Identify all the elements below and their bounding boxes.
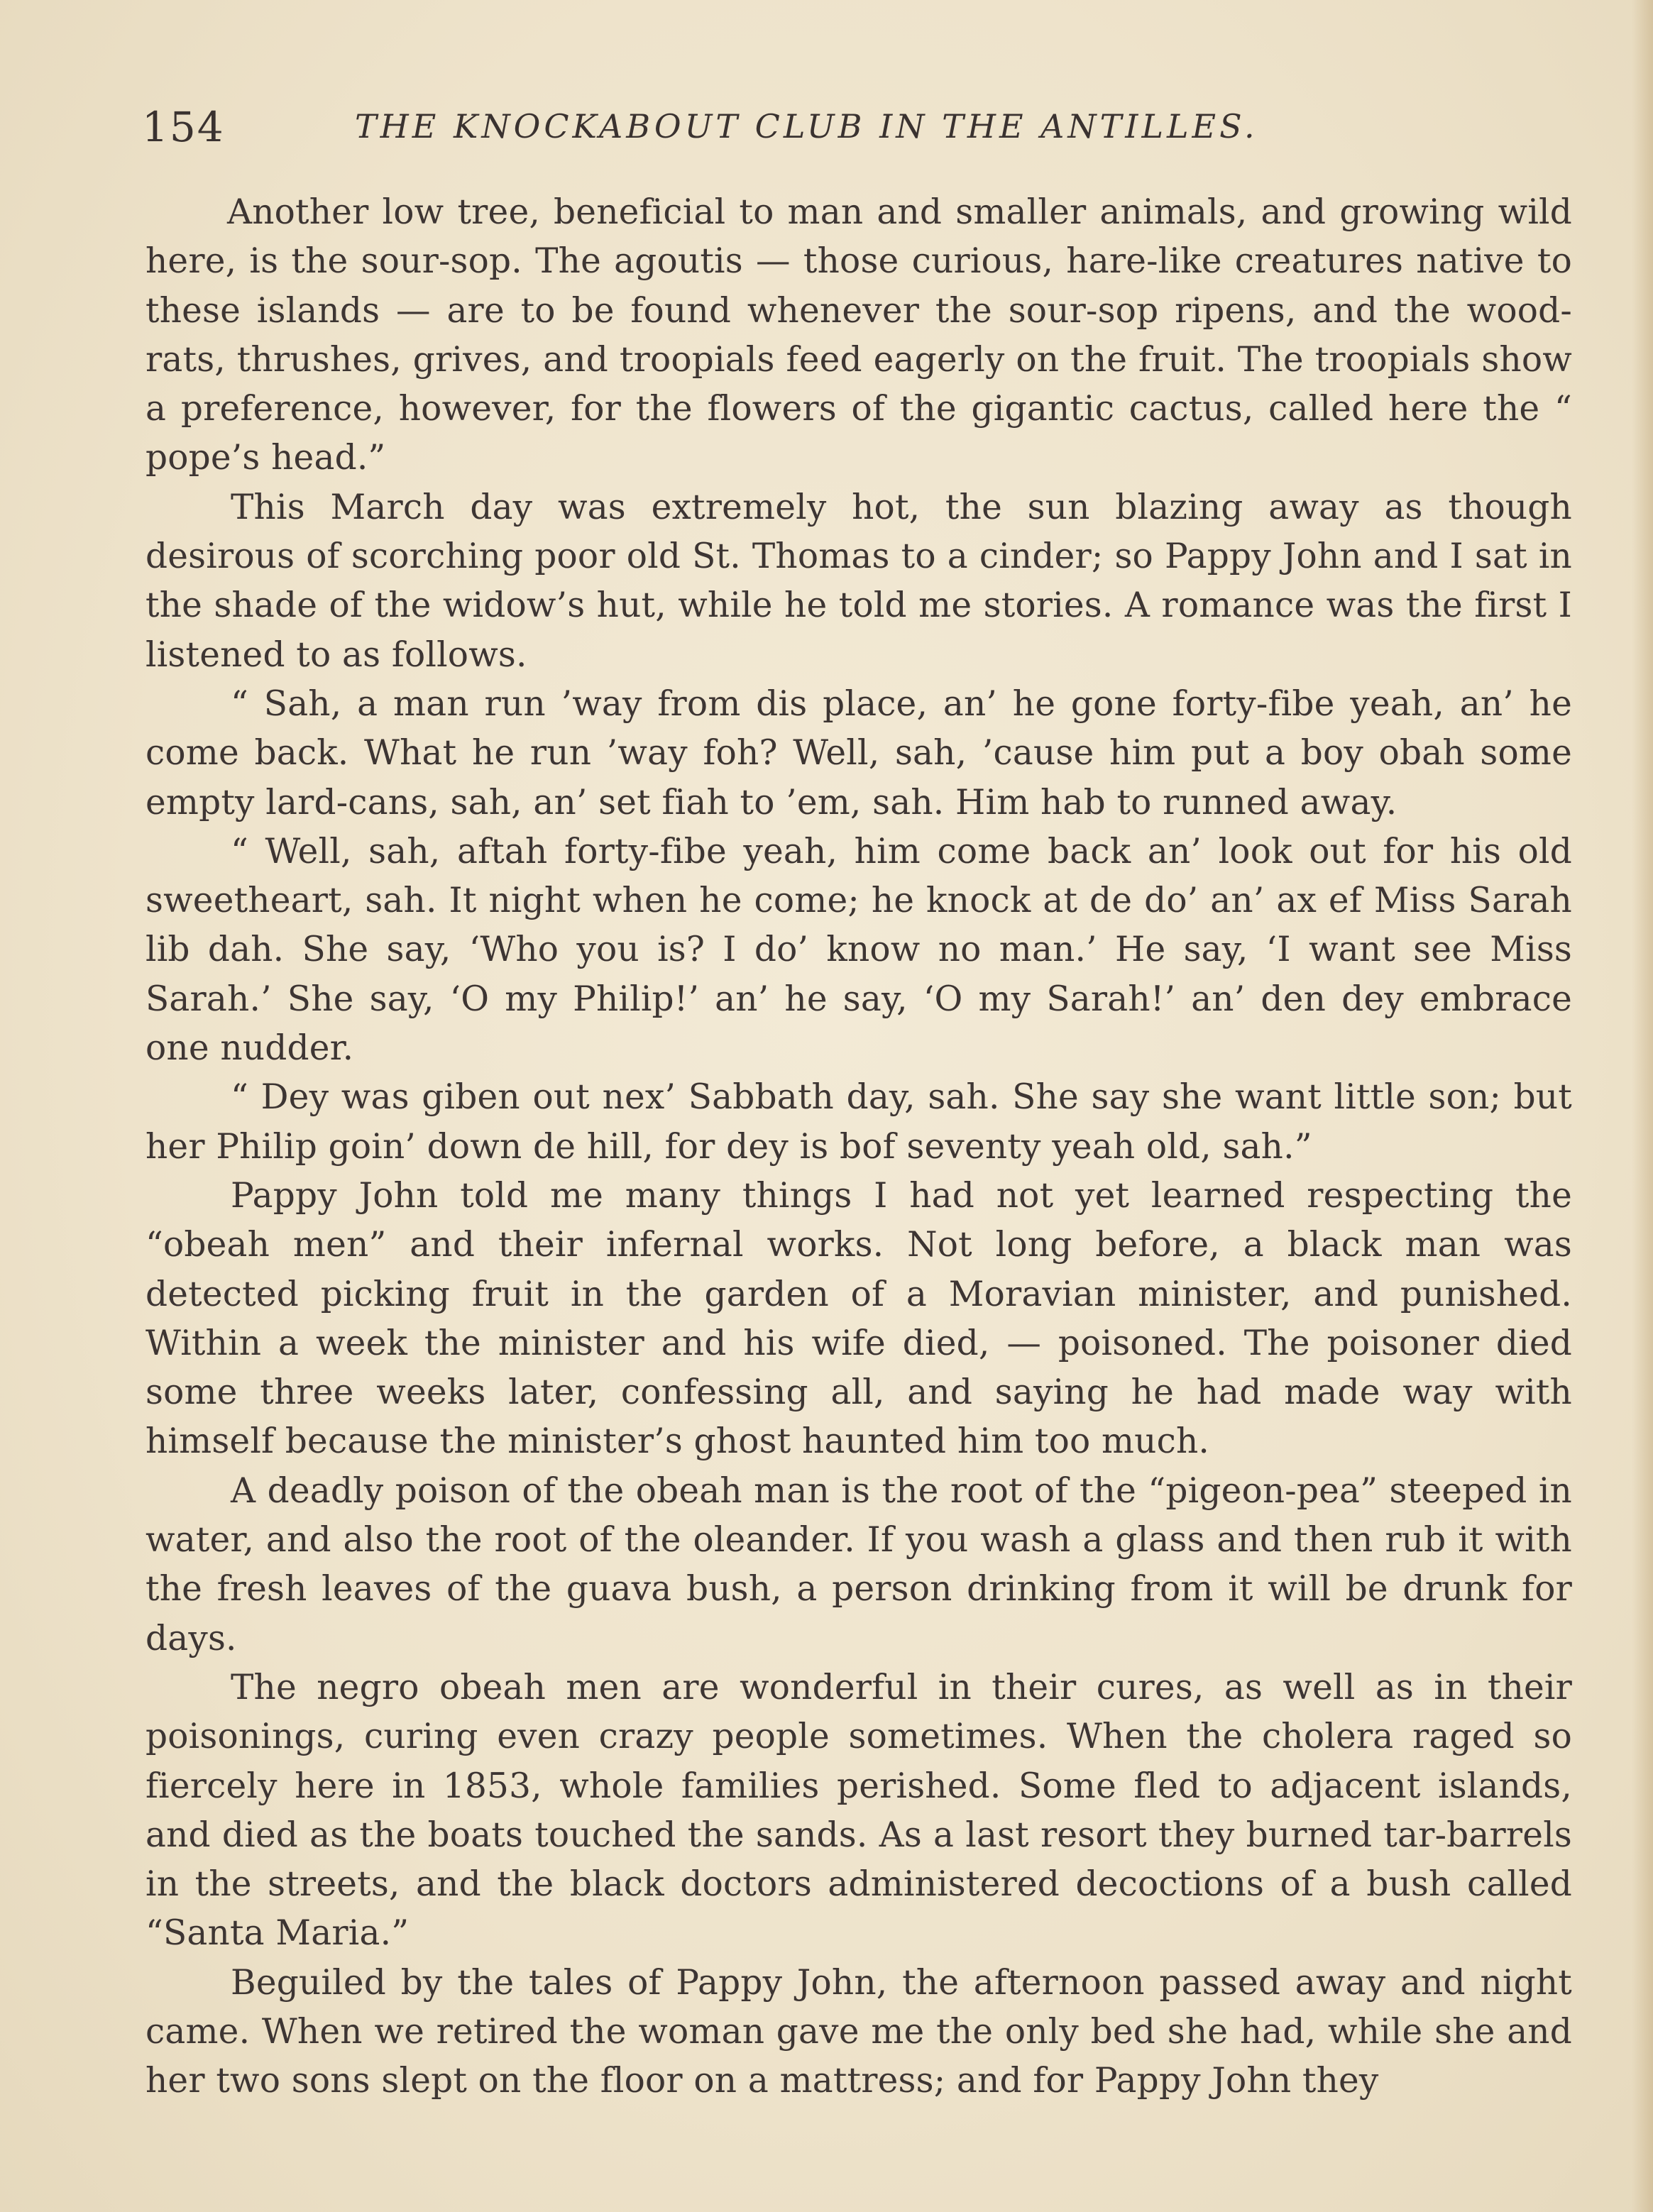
paragraph-poison: A deadly poison of the obeah man is the root of the “pigeon-pea” steeped in water, and also the root of the oleander. If you wash a glass and then rub it with the fresh leaves of the guava bush, a person drinking from it will be drunk for days. xyxy=(145,1470,1572,1658)
paragraph-cures: The negro obeah men are wonderful in their cures, as well as in their poisonings, curing even crazy people sometimes. When the cholera raged so fiercely here in 1853, whole families perished. Some fled to adjacent islands, and died as the boats touched the sands. As a last resort they burned tar-barrels in the streets, and the black doctors administered decoctions of a bush called “Santa Maria.” xyxy=(145,1667,1572,1954)
paragraph-story-end: “ Dey was giben out nex’ Sabbath day, sah. She say she want little son; but her Philip goin’ down de hill, for dey is bof seventy yeah old, sah.” xyxy=(145,1077,1572,1167)
paragraph-march-day: This March day was extremely hot, the sun blazing away as though desirous of scorching poor old St. Thomas to a cinder; so Pappy John and I sat in the shade of the widow’s hut, while he told me stories. A romance was the first I listened to as follows. xyxy=(145,487,1572,675)
page-edge-shadow xyxy=(1632,0,1653,2212)
paragraph-sour-sop: Another low tree, beneficial to man and smaller animals, and growing wild here, is the sour-sop. The agoutis — those curious, hare-like creatures native to these islands — are to be found whenever the sour-sop ripens, and the wood-rats, thrushes, grives, and troopials feed eagerly on the fruit. The troopials show a preference, however, for the flowers of the gigantic cactus, called here the “ pope’s head.” xyxy=(145,192,1572,478)
paragraph-obeah-men: Pappy John told me many things I had not yet learned respecting the “obeah men” and their infernal works. Not long before, a black man was detected picking fruit in the garden of a Moravian minister, and punished. Within a week the minister and his wife died, — poisoned. The poisoner died some three weeks later, confessing all, and saying he had made way with himself because the minister’s ghost haunted him too much. xyxy=(145,1175,1572,1462)
page-header xyxy=(142,103,1363,160)
body-text xyxy=(145,188,1572,2106)
paragraph-story-return: “ Well, sah, aftah forty-fibe yeah, him come back an’ look out for his old sweetheart, sah. It night when he come; he knock at de do’ an’ ax ef Miss Sarah lib dah. She say, ‘Who you is? I do’ know no man.’ He say, ‘I want see Miss Sarah.’ She say, ‘O my Philip!’ an’ he say, ‘O my Sarah!’ an’ den dey embrace one nudder. xyxy=(145,831,1572,1069)
paragraph-night: Beguiled by the tales of Pappy John, the afternoon passed away and night came. When we retired the woman gave me the only bed she had, while she and her two sons slept on the floor on a mattress; and for Pappy John they xyxy=(145,1962,1572,2101)
running-title: THE KNOCKABOUT CLUB IN THE ANTILLES. xyxy=(355,107,1258,145)
paragraph-story-start: “ Sah, a man run ’way from dis place, an’ he gone forty-fibe yeah, an’ he come back. What he run ’way foh? Well, sah, ’cause him put a boy obah some empty lard-cans, sah, an’ set fiah to ’em, sah. Him hab to runned away. xyxy=(145,683,1572,822)
page-number: 154 xyxy=(142,103,225,151)
